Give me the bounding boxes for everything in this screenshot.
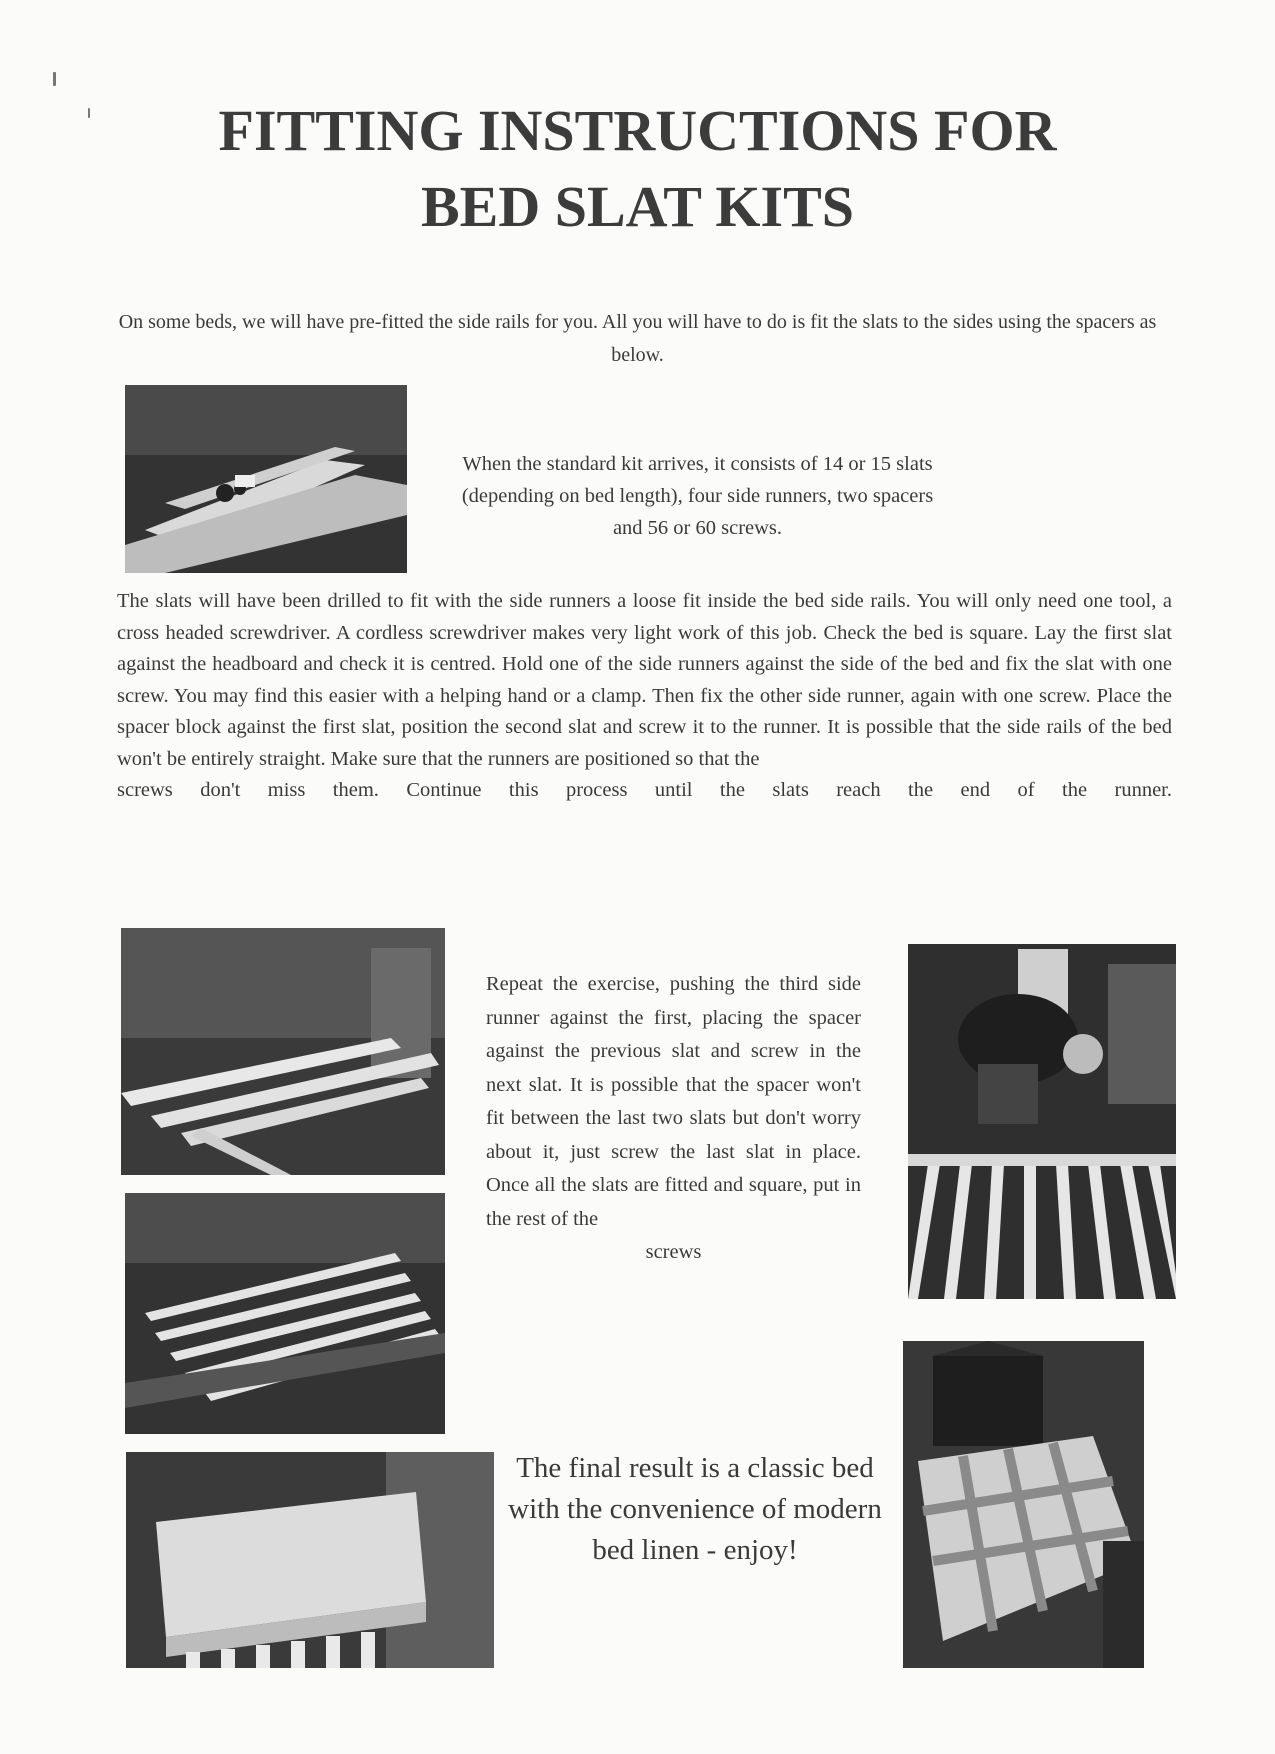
scan-speck	[53, 72, 56, 86]
made-bed-photo	[903, 1341, 1144, 1668]
final-result-text: The final result is a classic bed with the convenience of modern bed linen - enjoy!	[508, 1452, 882, 1566]
repeat-instructions	[486, 968, 861, 1270]
page-title-line-2: BED SLAT KITS	[420, 174, 855, 239]
slats-row-photo	[125, 1193, 445, 1434]
repeat-instructions-last-word: screws	[645, 1241, 702, 1263]
mattress-on-slats-photo	[126, 1452, 494, 1668]
intro-paragraph: On some beds, we will have pre-fitted the side rails for you. All you will have to do is fit the slats to the sides using the spacers as below.	[118, 311, 1157, 366]
screwing-slats-photo	[908, 944, 1176, 1299]
repeat-instructions-body: Repeat the exercise, pushing the third side runner against the first, placing the spacer against the previous slat and screw in the next slat. It is possible that the spacer won't fit between the last two slats but don't worry about it, just screw the last slat in place. Once all the slats are fitted and square, put in the rest of the	[486, 973, 861, 1230]
first-slats-photo	[121, 928, 445, 1175]
main-instructions	[117, 586, 1172, 807]
page-title-line-1: FITTING INSTRUCTIONS FOR	[218, 98, 1057, 163]
kit-description: When the standard kit arrives, it consists of 14 or 15 slats (depending on bed length), four side runners, two spacers and 56 or 60 screws.	[461, 453, 934, 539]
main-instructions-last-line: screws don't miss them. Continue this process until the slats reach the end of the runner.	[117, 779, 1172, 801]
main-instructions-body: The slats will have been drilled to fit with the side runners a loose fit inside the bed side rails. You will only need one tool, a cross headed screwdriver. A cordless screwdriver makes very light work of this job. Check the bed is square. Lay the first slat against the headboard and check it is centred. Hold one of the side runners against the side of the bed and fix the slat with one screw. You may find this easier with a helping hand or a clamp. Then fix the other side runner, again with one screw. Place the spacer block against the first slat, position the second slat and screw it to the runner. It is possible that the side rails of the bed won't be entirely straight. Make sure that the runners are positioned so that the	[117, 590, 1172, 770]
kit-contents-photo	[125, 385, 407, 573]
